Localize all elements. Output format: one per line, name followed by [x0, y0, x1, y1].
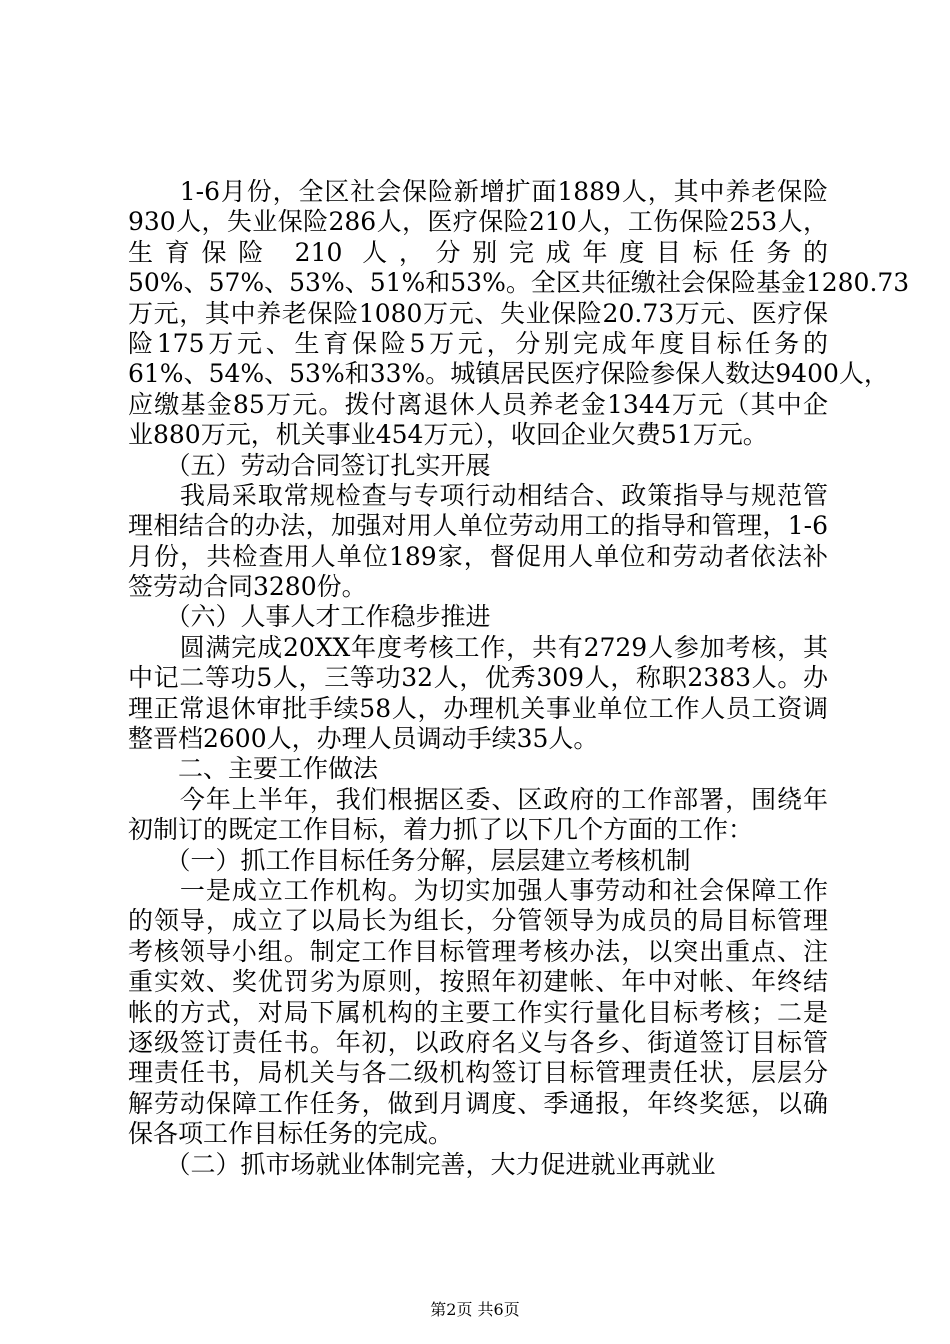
text-line: 中记二等功5人，三等功32人，优秀309人，称职2383人。办	[128, 663, 828, 693]
section-heading: （六）人事人才工作稳步推进	[128, 602, 491, 632]
page-footer: 第2页 共6页	[430, 1300, 520, 1319]
section-heading: （一）抓工作目标任务分解，层层建立考核机制	[128, 845, 691, 875]
text-line: 业880万元，机关事业454万元），收回企业欠费51万元。	[128, 420, 768, 450]
text-line: 险175万元、生育保险5万元，分别完成年度目标任务的	[128, 328, 828, 358]
text-line: 月份，共检查用人单位189家，督促用人单位和劳动者依法补	[128, 541, 828, 571]
section-heading: （二）抓市场就业体制完善，大力促进就业再就业	[128, 1149, 716, 1179]
text-line: 重实效、奖优罚劣为原则，按照年初建帐、年中对帐、年终结	[128, 967, 828, 997]
text-line: 保各项工作目标任务的完成。	[128, 1119, 454, 1149]
section-heading: 二、主要工作做法	[128, 754, 379, 784]
document-body	[128, 177, 910, 1180]
text-line: 初制订的既定工作目标，着力抓了以下几个方面的工作：	[128, 815, 754, 845]
text-line: 一是成立工作机构。为切实加强人事劳动和社会保障工作	[128, 875, 828, 905]
text-line: 930人，失业保险286人，医疗保险210人，工伤保险253人，	[128, 207, 828, 237]
text-line: 应缴基金85万元。拨付离退休人员养老金1344万元（其中企	[128, 389, 828, 419]
text-line: 理责任书，局机关与各二级机构签订目标管理责任状，层层分	[128, 1058, 828, 1088]
text-line: 逐级签订责任书。年初，以政府名义与各乡、街道签订目标管	[128, 1027, 828, 1057]
section-heading: （五）劳动合同签订扎实开展	[128, 450, 491, 480]
text-line: 我局采取常规检查与专项行动相结合、政策指导与规范管	[128, 480, 828, 510]
text-line: 生育保险 210 人，分别完成年度目标任务的	[128, 237, 828, 267]
text-line: 整晋档2600人，办理人员调动手续35人。	[128, 724, 599, 754]
text-line: 50%、57%、53%、51%和53%。全区共征缴社会保险基金1280.73	[128, 268, 910, 298]
text-line: 帐的方式，对局下属机构的主要工作实行量化目标考核；二是	[128, 997, 828, 1027]
text-line: 1-6月份，全区社会保险新增扩面1889人，其中养老保险	[128, 177, 828, 206]
text-line: 圆满完成20XX年度考核工作，共有2729人参加考核，其	[128, 632, 828, 662]
text-line: 理相结合的办法，加强对用人单位劳动用工的指导和管理，1-6	[128, 511, 828, 541]
text-line: 考核领导小组。制定工作目标管理考核办法，以突出重点、注	[128, 936, 828, 966]
text-line: 签劳动合同3280份。	[128, 572, 367, 602]
text-line: 今年上半年，我们根据区委、区政府的工作部署，围绕年	[128, 784, 828, 814]
text-line: 理正常退休审批手续58人，办理机关事业单位工作人员工资调	[128, 693, 828, 723]
text-line: 的领导，成立了以局长为组长，分管领导为成员的局目标管理	[128, 906, 828, 936]
text-line: 万元，其中养老保险1080万元、失业保险20.73万元、医疗保	[128, 298, 828, 328]
text-line: 61%、54%、53%和33%。城镇居民医疗保险参保人数达9400人，	[128, 359, 889, 389]
text-line: 解劳动保障工作任务，做到月调度、季通报，年终奖惩，以确	[128, 1088, 828, 1118]
